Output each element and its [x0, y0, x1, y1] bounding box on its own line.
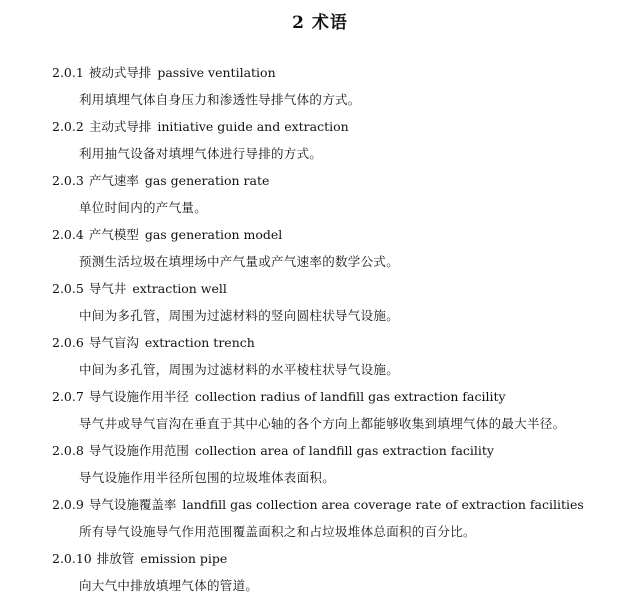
term-item: [0, 442, 640, 496]
term-heading: [52, 118, 349, 136]
term-number: 2.0.6: [52, 335, 84, 350]
term-heading: [52, 226, 282, 244]
term-item: [0, 172, 640, 226]
term-number: 2.0.2: [52, 119, 84, 134]
term-english: collection radius of landfill gas extraction facility: [194, 389, 506, 404]
term-number: 2.0.7: [52, 389, 84, 404]
term-definition: 导气井或导气盲沟在垂直于其中心轴的各个方向上都能够收集到填埋气体的最大半径。: [79, 416, 566, 431]
term-chinese: 被动式导排: [88, 65, 152, 80]
term-heading: [52, 64, 276, 82]
term-number: 2.0.9: [52, 497, 84, 512]
terms-list: [0, 64, 640, 604]
term-english: emission pipe: [140, 551, 228, 566]
term-item: [0, 496, 640, 550]
term-english: extraction well: [132, 281, 227, 296]
term-definition: 所有导气设施导气作用范围覆盖面积之和占垃圾堆体总面积的百分比。: [79, 524, 476, 539]
term-heading: [52, 550, 227, 568]
term-definition: 预测生活垃圾在填埋场中产气量或产气速率的数学公式。: [79, 254, 400, 269]
term-heading: [52, 496, 584, 514]
term-number: 2.0.5: [52, 281, 84, 296]
term-english: collection area of landfill gas extraction facility: [194, 443, 494, 458]
term-chinese: 产气速率: [88, 173, 139, 188]
term-english: landfill gas collection area coverage rate of extraction facilities: [182, 497, 584, 512]
term-chinese: 导气设施覆盖率: [88, 497, 177, 512]
term-chinese: 导气设施作用半径: [88, 389, 189, 404]
term-heading: [52, 388, 506, 406]
term-item: [0, 118, 640, 172]
term-item: [0, 388, 640, 442]
term-chinese: 产气模型: [88, 227, 139, 242]
term-english: passive ventilation: [157, 65, 276, 80]
term-chinese: 导气设施作用范围: [88, 443, 189, 458]
term-item: [0, 334, 640, 388]
term-chinese: 导气井: [88, 281, 127, 296]
term-heading: [52, 442, 494, 460]
term-definition: 导气设施作用半径所包围的垃圾堆体表面积。: [79, 470, 336, 485]
term-number: 2.0.3: [52, 173, 84, 188]
term-definition: 单位时间内的产气量。: [79, 200, 208, 215]
term-definition: 中间为多孔管，周围为过滤材料的竖向圆柱状导气设施。: [79, 308, 400, 323]
term-heading: [52, 334, 255, 352]
term-english: gas generation rate: [144, 173, 270, 188]
term-definition: 利用填埋气体自身压力和渗透性导排气体的方式。: [79, 92, 361, 107]
term-number: 2.0.8: [52, 443, 84, 458]
term-heading: [52, 172, 269, 190]
term-english: initiative guide and extraction: [157, 119, 349, 134]
term-english: extraction trench: [144, 335, 255, 350]
section-title: 2 术语: [292, 13, 348, 33]
term-number: 2.0.1: [52, 65, 84, 80]
term-item: [0, 64, 640, 118]
term-chinese: 主动式导排: [88, 119, 152, 134]
term-item: [0, 550, 640, 604]
term-number: 2.0.4: [52, 227, 84, 242]
term-english: gas generation model: [144, 227, 283, 242]
term-definition: 向大气中排放填埋气体的管道。: [79, 578, 259, 593]
term-chinese: 导气盲沟: [88, 335, 139, 350]
term-definition: 中间为多孔管，周围为过滤材料的水平棱柱状导气设施。: [79, 362, 400, 377]
term-item: [0, 280, 640, 334]
term-number: 2.0.10: [52, 551, 92, 566]
term-chinese: 排放管: [96, 551, 135, 566]
term-item: [0, 226, 640, 280]
term-definition: 利用抽气设备对填埋气体进行导排的方式。: [79, 146, 323, 161]
term-heading: [52, 280, 227, 298]
